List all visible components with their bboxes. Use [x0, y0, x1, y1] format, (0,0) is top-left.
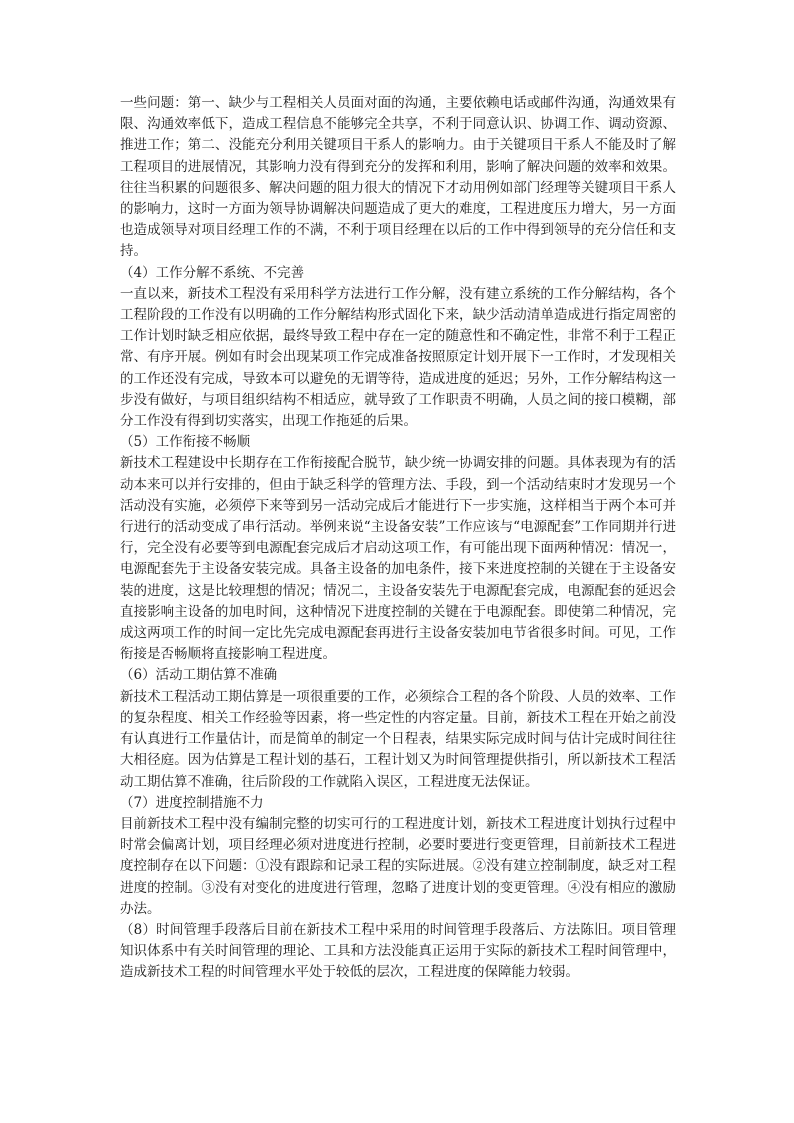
- paragraph-duration-estimate: 新技术工程活动工期估算是一项很重要的工作，必须综合工程的各个阶段、人员的效率、工作的复杂程度、相关工作经验等因素，将一些定性的内容定量。目前，新技术工程在开始之前没有认真进行工作量估计，而是简单的制定一个日程表，结果实际完成时间与估计完成时间往往大相径庭。因为估算是工程计划的基石，工程计划又为时间管理提供指引，所以新技术工程活动工期估算不准确，往后阶段的工作就陷入误区，工程进度无法保证。: [120, 688, 676, 790]
- heading-progress-control: （7）进度控制措施不力: [120, 794, 264, 811]
- heading-work-handover: （5）工作衔接不畅顺: [120, 434, 251, 451]
- paragraph-communication-issues: 一些问题：第一、缺少与工程相关人员面对面的沟通，主要依赖电话或邮件沟通，沟通效果有限、沟通效率低下，造成工程信息不能够完全共享，不利于同意认识、协调工作、调动资源、推进工作；第二、没能充分利用关键项目干系人的影响力。由于关键项目干系人不能及时了解工程项目的进展情况，其影响力没有得到充分的发挥和利用，影响了解决问题的效率和效果。往往当积累的问题很多、解决问题的阻力很大的情况下才动用例如部门经理等关键项目干系人的影响力，这时一方面为领导协调解决问题造成了更大的难度，工程进度压力增大，另一方面也造成领导对项目经理工作的不满，不利于项目经理在以后的工作中得到领导的充分信任和支持。: [120, 95, 676, 260]
- heading-work-breakdown: （4）工作分解不系统、不完善: [120, 264, 305, 281]
- paragraph-time-management: （8）时间管理手段落后目前在新技术工程中采用的时间管理手段落后、方法陈旧。项目管理知识体系中有关时间管理的理论、工具和方法没能真正运用于实际的新技术工程时间管理中，造成新技术工程的时间管理水平处于较低的层次，工程进度的保障能力较弱。: [120, 921, 676, 981]
- document-page: [120, 93, 676, 984]
- heading-duration-estimate: （6）活动工期估算不准确: [120, 667, 278, 684]
- paragraph-progress-control: 目前新技术工程中没有编制完整的切实可行的工程进度计划，新技术工程进度计划执行过程中时常会偏离计划，项目经理必须对进度进行控制，必要时要进行变更管理，目前新技术工程进度控制存在以下问题：①没有跟踪和记录工程的实际进展。②没有建立控制制度，缺乏对工程进度的控制。③没有对变化的进度进行管理，忽略了进度计划的变更管理。④没有相应的激励办法。: [120, 815, 676, 917]
- paragraph-work-breakdown: 一直以来，新技术工程没有采用科学方法进行工作分解，没有建立系统的工作分解结构，各个工程阶段的工作没有以明确的工作分解结构形式固化下来，缺少活动清单造成进行指定周密的工作计划时缺乏相应依据，最终导致工程中存在一定的随意性和不确定性，非常不利于工程正常、有序开展。例如有时会出现某项工作完成准备按照原定计划开展下一工作时，才发现相关的工作还没有完成，导致本可以避免的无谓等待，造成进度的延迟；另外，工作分解结构这一步没有做好，与项目组织结构不相适应，就导致了工作职责不明确，人员之间的接口模糊，部分工作没有得到切实落实，出现工作拖延的后果。: [120, 285, 676, 430]
- paragraph-work-handover: 新技术工程建设中长期存在工作衔接配合脱节，缺少统一协调安排的问题。具体表现为有的活动本来可以并行安排的，但由于缺乏科学的管理方法、手段，到一个活动结束时才发现另一个活动没有实施，必须停下来等到另一活动完成后才能进行下一步实施，这样相当于两个本可并行进行的活动变成了串行活动。举例来说“主设备安装”工作应该与“电源配套”工作同期并行进行，完全没有必要等到电源配套完成后才启动这项工作，有可能出现下面两种情况：情况一，电源配套先于主设备安装完成。具备主设备的加电条件，接下来进度控制的关键在于主设备安装的进度，这是比较理想的情况；情况二，主设备安装先于电源配套完成，电源配套的延迟会直接影响主设备的加电时间，这种情况下进度控制的关键在于电源配套。即使第二种情况，完成这两项工作的时间一定比先完成电源配套再进行主设备安装加电节省很多时间。可见，工作衔接是否畅顺将直接影响工程进度。: [120, 455, 676, 663]
